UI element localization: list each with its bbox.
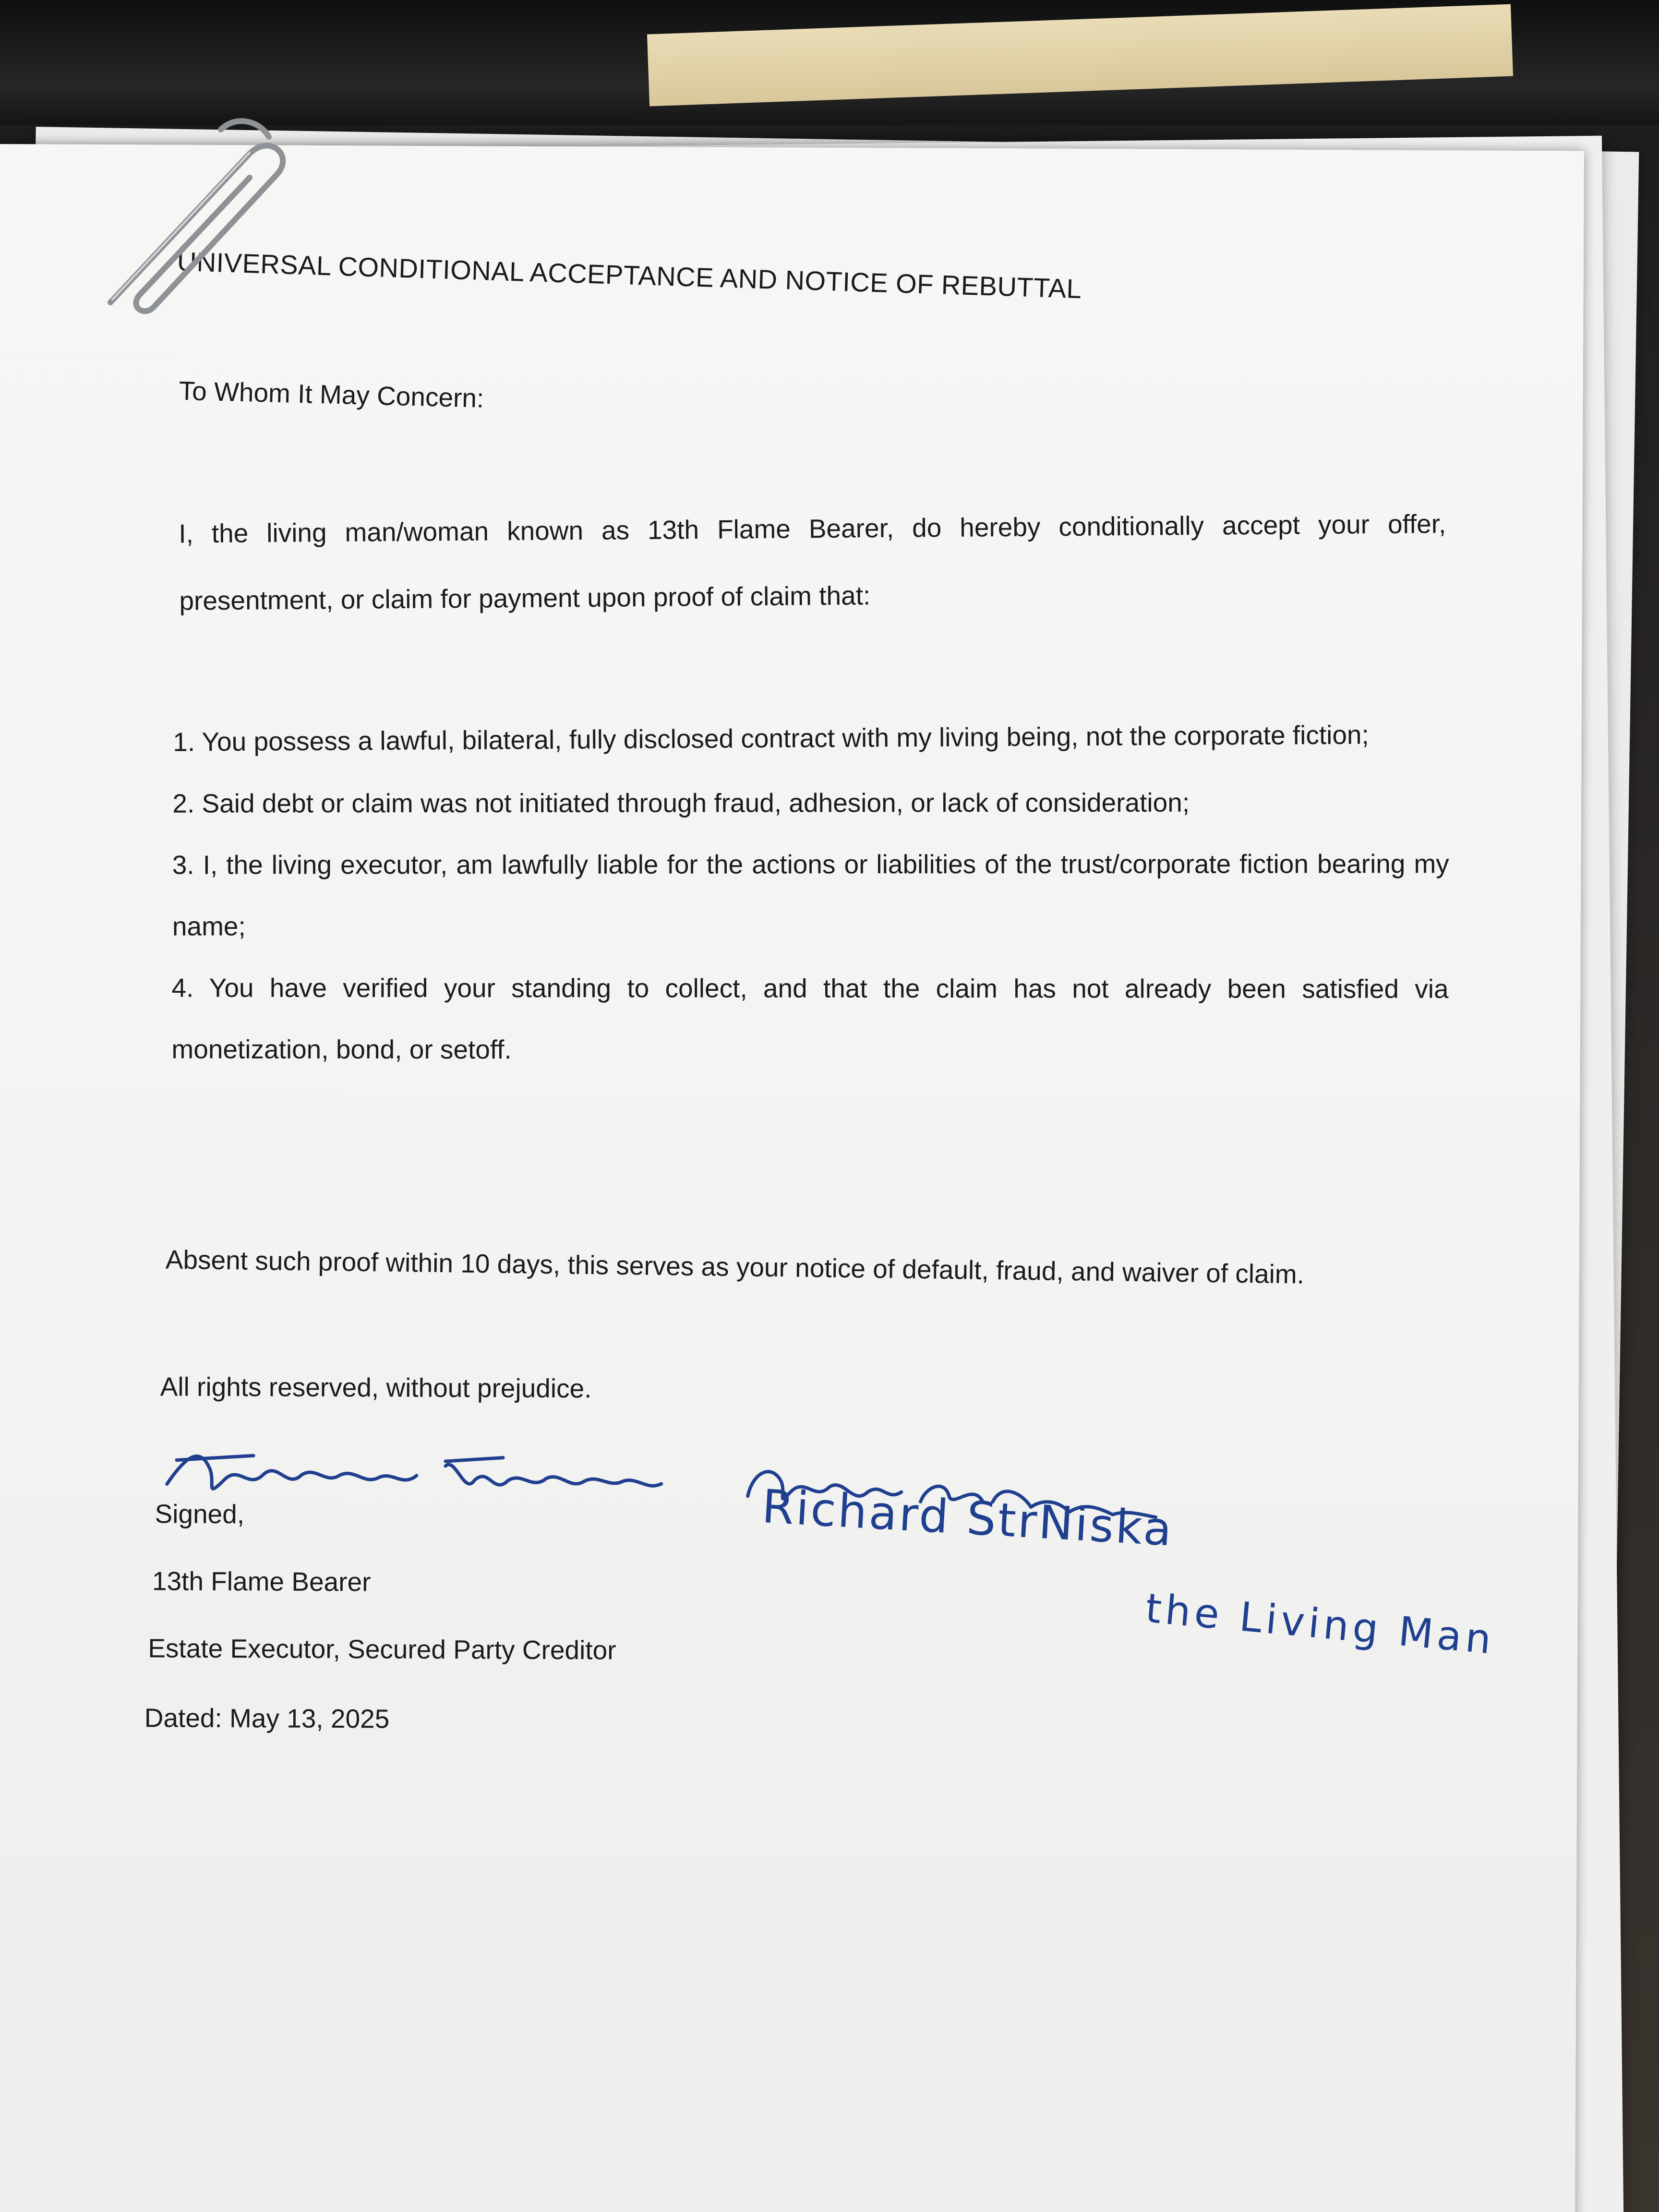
signature-date: Dated: May 13, 2025 (144, 1703, 390, 1734)
signed-label: Signed, (155, 1499, 245, 1529)
condition-item: 1. You possess a lawful, bilateral, fully disclosed contract with my living being, not the corporate fiction; (173, 720, 1369, 757)
document-body (0, 144, 1584, 2212)
signer-name: 13th Flame Bearer (152, 1566, 371, 1597)
default-notice: Absent such proof within 10 days, this serves as your notice of default, fraud, and waiver of claim. (165, 1244, 1305, 1289)
signer-role: Estate Executor, Secured Party Creditor (148, 1633, 616, 1665)
conditions-list (171, 711, 1449, 1086)
condition-item: 3. I, the living executor, am lawfully liable for the actions or liabilities of the trust/corporate fiction bearing my name; (172, 849, 1449, 941)
salutation: To Whom It May Concern: (178, 375, 485, 413)
rights-reserved: All rights reserved, without prejudice. (160, 1371, 592, 1404)
condition-item: 2. Said debt or claim was not initiated through fraud, adhesion, or lack of consideration; (172, 787, 1190, 818)
handwritten-printed-name: Richard StrNiska (760, 1479, 1175, 1557)
condition-item: 4. You have verified your standing to collect, and that the claim has not already been satisfied via monetization, bond, or setoff. (171, 973, 1449, 1065)
handwritten-printed-title: the Living Man (1143, 1584, 1497, 1664)
document-page (0, 144, 1584, 2212)
intro-paragraph: I, the living man/woman known as 13th Flame Bearer, do hereby conditionally accept your offer, presentment, or claim for payment upon proof of claim that: (179, 508, 1446, 616)
paperclip-icon (91, 101, 307, 326)
document-title: UNIVERSAL CONDITIONAL ACCEPTANCE AND NOTICE OF REBUTTAL (176, 246, 1082, 304)
